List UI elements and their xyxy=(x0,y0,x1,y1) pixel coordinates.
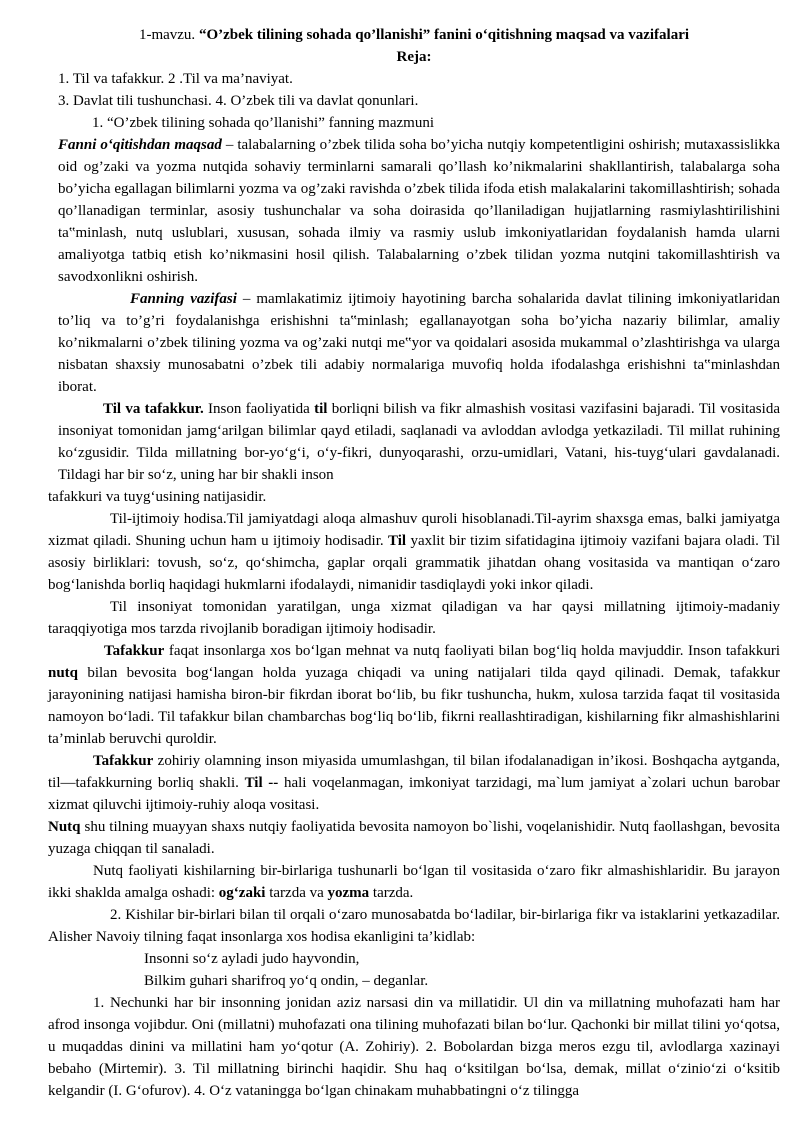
text-tafakkur-2: bilan bevosita bog‘langan holda yuzaga chiqadi va uning natijalari tilda qayd qilinadi. Demak, tafakkur jarayonining natijasi hamisha biron-bir fikrdan iborat bo‘lib, bu fikr tushuncha, hukm, xulosa tarzida faqat til vositasida namoyon bo‘ladi. Til tafakkur bilan chambarchas bog‘liq bo‘lib, fikrni reallashtiradigan, kishilarning fikr almashishlarini ta’minlab beruvchi quroldir. xyxy=(48,665,780,747)
paragraph-til-tafakkur-tail: tafakkuri va tuyg‘usining natijasidir. xyxy=(48,489,267,505)
paragraph-nutq xyxy=(48,816,780,860)
plan-heading-text: Reja: xyxy=(396,49,432,65)
text-vazifa: – mamlakatimiz ijtimoiy hayotining barcha sohalarida davlat tilining imkoniyatlaridan to’liq va to’g’ri foydalanishga erishishni ta‟minlash; egallanayotgan soha bo’yicha nazariy bilimlar, amaliy ko’nikmalarni o’zbek tilining yozma va og’zaki nutqi me‟yor va qoidalari asosida mukammal o’zlashtirishga va ularga nisbatan shaxsiy munosabatni o’zbek tili adabiy normalariga muvofiq holda ifodalashga erishishni ta‟minlashdan iborat. xyxy=(58,291,780,395)
text-ijtimoiy-1: Til-ijtimoiy hodisa.Til jamiyatdagi aloqa almashuv quroli hisoblanadi.Til-ayrim shaxsga emas, balki jamiyatga xizmat qiladi. Shuning uchun ham u ijtimoiy hodisadir. xyxy=(48,511,780,549)
plan-line-1: 1. Til va tafakkur. 2 .Til va ma’naviyat. xyxy=(58,71,293,87)
text-tafakkur-1: faqat insonlarga xos bo‘lgan mehnat va nutq faoliyati bilan bog‘liq holda mavjuddir. Inson tafakkuri xyxy=(164,643,780,659)
bold-til-2: Til xyxy=(388,533,407,549)
paragraph-nutq-faoliyati xyxy=(48,860,780,904)
plan-line-2: 3. Davlat tili tushunchasi. 4. O’zbek tili va davlat qonunlari. xyxy=(58,93,419,109)
bold-til-3: Til -- xyxy=(244,775,279,791)
paragraph-ijtimoiy xyxy=(48,508,780,596)
term-tafakkur-2: Tafakkur xyxy=(93,753,154,769)
bold-ogzaki: og‘zaki xyxy=(218,885,266,901)
term-tafakkur: Tafakkur xyxy=(104,643,165,659)
text-zohiriy-1: zohiriy olamning inson miyasida umumlashgan, til bilan ifodalanadigan in’ikosi. Boshqacha aytganda, til—tafakkurning borliq shakli. xyxy=(48,753,780,791)
bold-yozma: yozma xyxy=(327,885,370,901)
term-nutq: Nutq xyxy=(48,819,81,835)
text-nutq: shu tilning muayyan shaxs nutqiy faoliyatida bevosita namoyon bo`lishi, voqelanishidir. Nutq faollashgan, bevosita yuzaga chiqqan til sanaladi. xyxy=(48,819,780,857)
section-heading: 1. “O’zbek tilining sohada qo’llanishi” fanning mazmuni xyxy=(92,115,434,131)
bold-til: til xyxy=(314,401,328,417)
page-title xyxy=(48,24,780,46)
term-maqsad: Fanni o‘qitishdan maqsad xyxy=(58,137,222,153)
paragraph-zohiriy xyxy=(48,750,780,816)
paragraph-vazifa xyxy=(48,288,780,398)
title-main: “O’zbek tilining sohada qo’llanishi” fanini o‘qitishning maqsad va vazifalari xyxy=(198,27,690,43)
paragraph-insoniyat: Til insoniyat tomonidan yaratilgan, unga xizmat qiladigan va har qaysi millatning ijtimoiy-madaniy taraqqiyotiga mos tarzda rivojlanib boradigan ijtimoiy hodisadir. xyxy=(48,599,780,637)
paragraph-nechunki: 1. Nechunki har bir insonning jonidan aziz narsasi din va millatidir. Ul din va millatning muhofazati ham har afrod insonga vojibdur. Oni (millatni) muhofazati ona tilining muhofazati bilan bo‘lur. Qachonki bir millat tilini yo‘qotsa, u muqaddas dinini va millatini ham yo‘qotur (A. Zohiriy). 2. Bobolardan bizga meros ezgu til, avlodlarga xazinayi bebaho (Mirtemir). 3. Til millatning birinchi haqidir. Shu haq o‘ksitilgan bo‘lsa, demak, millat o‘zinio‘zi o‘ksitib kelgandir (I. G‘ofurov). 4. O‘z vataningga bo‘lgan chinakam muhabbatingni o‘z tilingga xyxy=(48,995,780,1099)
paragraph-maqsad xyxy=(48,134,780,288)
document-page xyxy=(48,24,780,1102)
poem-line-1: Insonni so‘z ayladi judo hayvondin, xyxy=(144,951,360,967)
plan-heading xyxy=(48,46,780,68)
text-nutq-faoliyati-2: tarzda va xyxy=(265,885,328,901)
text-til-tafakkur-1: Inson faoliyatida xyxy=(203,401,315,417)
term-til-tafakkur: Til va tafakkur. xyxy=(103,401,204,417)
text-ijtimoiy-2: yaxlit bir tizim sifatidagina ijtimoiy vazifani bajara oladi. Til asosiy birliklari: tovush, so‘z, qo‘shimcha, gaplar orqali grammatik jihatdan ohang vositasida va mantiqan o‘zaro bog‘lanishda borliq haqidagi hukmlarni ifodalaydi, nimanidir tasdiqlaydi yoki inkor qiladi. xyxy=(48,533,780,593)
term-vazifa: Fanning vazifasi xyxy=(130,291,237,307)
paragraph-til-tafakkur xyxy=(48,398,780,486)
text-zohiriy-2: hali voqelanmagan, imkoniyat tarzidagi, ma`lum jamiyat a`zolari uchun barobar xizmat qiluvchi ijtimoiy-ruhiy aloqa vositasi. xyxy=(48,775,780,813)
poem-line-2: Bilkim guhari sharifroq yo‘q ondin, – deganlar. xyxy=(144,973,429,989)
paragraph-tafakkur xyxy=(48,640,780,750)
text-til-tafakkur-2: borliqni bilish va fikr almashish vositasi vazifasini bajaradi. Til vositasida insoniyat tomonidan jamg‘arilgan bilimlar qayd etiladi, saqlanadi va avloddan avlodga yetkaziladi. Til millat ruhining ko‘zgusidir. Tilda millatning bor-yo‘g‘i, o‘y-fikri, dunyoqarashi, orzu-umidlari, Vatani, his-tuyg‘ulari gavdalanadi. Tildagi har bir so‘z, uning har bir shakli inson xyxy=(58,401,780,483)
title-prefix: 1-mavzu. xyxy=(138,27,199,43)
text-maqsad: – talabalarning o’zbek tilida soha bo’yicha nutqiy kompetentligini oshirish; mutaxassislikka oid og’zaki va yozma nutqida sohaviy terminlarni samarali qo’llash ko’nikmalarini shakllantirish, talabalarga soha bo’yicha egallagan bilimlarni yozma va og’zaki ravishda o’zbek tilida ifoda etish malakalarini takomillashtirish; sohada qo’llanadigan terminlar, asosiy tushunchalar va soha doirasida qo’llaniladigan hujjatlarning rasmiylashtirilishini ta‟minlash, nutq uslublari, xususan, sohada ilmiy va rasmiy uslub imkoniyatlaridan foydalanish hamda ularni amaliyotga tatbiq etish ko’nikmasini hosil qilish. Talabalarning o’zbek tilidan yozma nutqini takomillashtirish va savodxonlikni oshirish. xyxy=(58,137,780,285)
text-nutq-faoliyati-3: tarzda. xyxy=(369,885,414,901)
text-nutq-faoliyati-1: Nutq faoliyati kishilarning bir-birlariga tushunarli bo‘lgan til vositasida o‘zaro fikr almashishlaridir. Bu jarayon ikki shaklda amalga oshadi: xyxy=(48,863,780,901)
bold-nutq: nutq xyxy=(48,665,79,681)
paragraph-kishilar: 2. Kishilar bir-birlari bilan til orqali o‘zaro munosabatda bo‘ladilar, bir-birlariga fikr va istaklarini yetkazadilar. Alisher Navoiy tilning faqat insonlarga xos hodisa ekanligini ta’kidlab: xyxy=(48,907,780,945)
